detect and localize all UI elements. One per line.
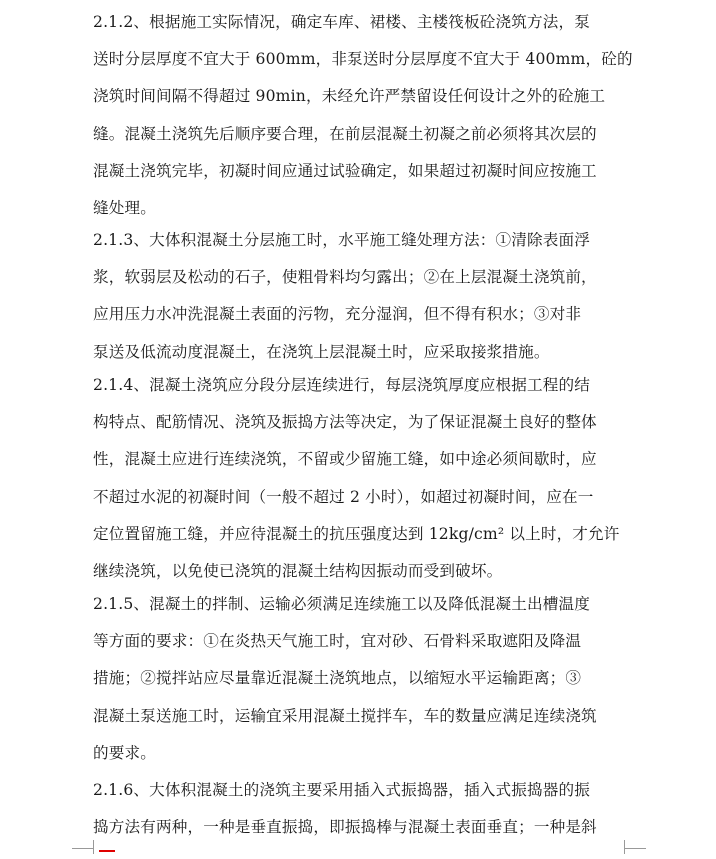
paragraph-line: 2.1.6、大体积混凝土的浇筑主要采用插入式振捣器，插入式振捣器的振 (93, 781, 590, 799)
page-corner-mark-left-vertical (93, 840, 94, 854)
paragraph (93, 586, 633, 772)
paragraph-line: 浇筑时间间隔不得超过 90min，未经允许严禁留设任何设计之外的砼施工 (93, 87, 606, 106)
paragraph-line: 性，混凝土应进行连续浇筑，不留或少留施工缝，如中途必须间歇时，应 (93, 450, 597, 469)
paragraph-line: 浆，软弱层及松动的石子，使粗骨料均匀露出；②在上层混凝土浇筑前， (93, 268, 597, 287)
paragraph-line: 捣方法有两种，一种是垂直振捣，即振捣棒与混凝土表面垂直；一种是斜 (93, 818, 597, 837)
paragraph-line: 等方面的要求：①在炎热天气施工时，宜对砂、石骨料采取遮阳及降温 (93, 632, 582, 651)
text-cursor-indicator (99, 850, 115, 852)
paragraph-line: 构特点、配筋情况、浇筑及振捣方法等决定，为了保证混凝土良好的整体 (93, 413, 597, 432)
paragraph-line: 2.1.5、混凝土的拌制、运输必须满足连续施工以及降低混凝土出槽温度 (93, 595, 590, 613)
page-corner-mark-left (72, 848, 94, 855)
paragraph (93, 367, 633, 590)
page-corner-mark-right (624, 848, 646, 855)
paragraph-line: 定位置留施工缝，并应待混凝土的抗压强度达到 12kg/cm² 以上时，才允许 (93, 524, 620, 543)
paragraph-line: 缝。混凝土浇筑先后顺序要合理，在前层混凝土初凝之前必须将其次层的 (93, 124, 597, 143)
paragraph-line: 2.1.4、混凝土浇筑应分段分层连续进行，每层浇筑厚度应根据工程的结 (93, 376, 590, 394)
page-corner-mark-right-vertical (624, 840, 625, 854)
paragraph-line: 应用压力水冲洗混凝土表面的污物，充分湿润，但不得有积水；③对非 (93, 305, 582, 324)
paragraph-line: 2.1.2、根据施工实际情况，确定车库、裙楼、主楼筏板砼浇筑方法，泵 (93, 13, 590, 31)
paragraph (93, 4, 633, 227)
paragraph-line: 不超过水泥的初凝时间（一般不超过 2 小时），如超过初凝时间，应在一 (93, 487, 594, 506)
paragraph-line: 措施；②搅拌站应尽量靠近混凝土浇筑地点，以缩短水平运输距离；③ (93, 669, 582, 688)
paragraph-line: 缝处理。 (93, 198, 156, 217)
paragraph-line: 泵送及低流动度混凝土，在浇筑上层混凝土时，应采取接浆措施。 (93, 342, 550, 361)
paragraph-line: 混凝土泵送施工时，运输宜采用混凝土搅拌车，车的数量应满足连续浇筑 (93, 706, 597, 725)
paragraph (93, 222, 633, 371)
paragraph-line: 的要求。 (93, 743, 156, 762)
paragraph (93, 772, 633, 846)
paragraph-line: 送时分层厚度不宜大于 600mm，非泵送时分层厚度不宜大于 400mm，砼的 (93, 50, 633, 69)
paragraph-line: 2.1.3、大体积混凝土分层施工时，水平施工缝处理方法：①清除表面浮 (93, 231, 590, 249)
paragraph-line: 混凝土浇筑完毕，初凝时间应通过试验确定，如果超过初凝时间应按施工 (93, 161, 597, 180)
paragraph-line: 继续浇筑，以免使已浇筑的混凝土结构因振动而受到破坏。 (93, 561, 503, 580)
